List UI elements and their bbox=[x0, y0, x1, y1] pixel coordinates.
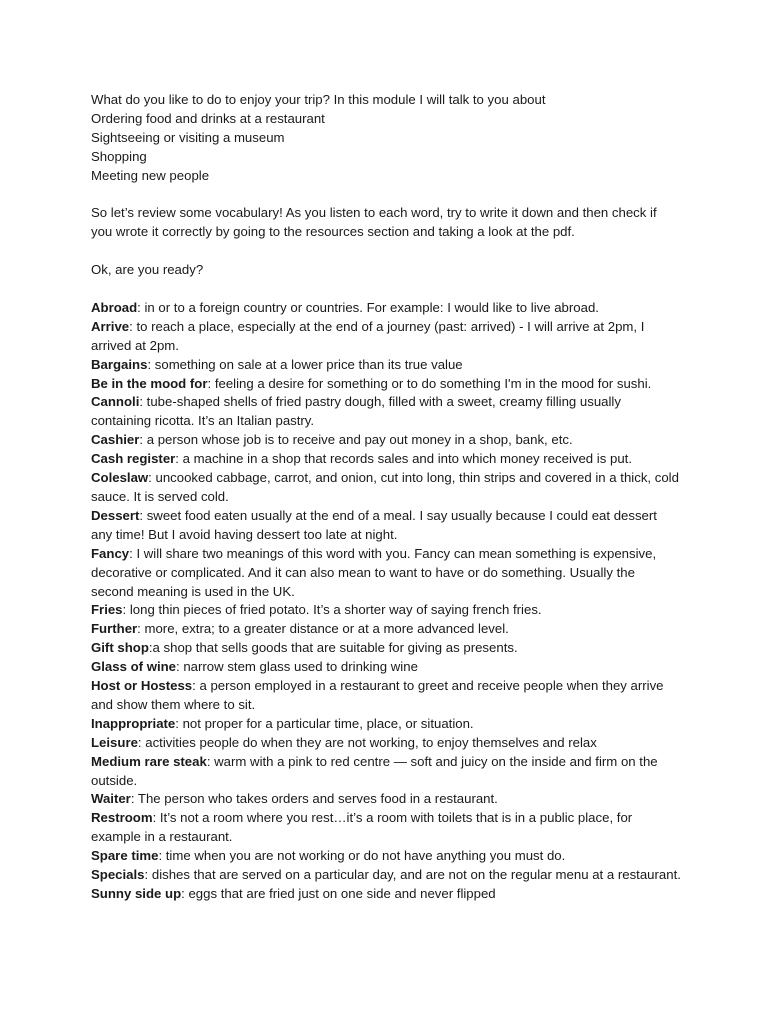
vocab-term: Further bbox=[91, 621, 138, 637]
vocab-definition: : dishes that are served on a particular day, and are not on the regular menu at a restaurant. bbox=[144, 867, 681, 883]
vocab-entry bbox=[91, 639, 681, 658]
topic-item-sightseeing: Sightseeing or visiting a museum bbox=[91, 129, 285, 145]
vocab-entry bbox=[91, 677, 681, 715]
vocab-term: Dessert bbox=[91, 507, 140, 523]
vocab-term: Abroad bbox=[91, 299, 138, 315]
topic-item-meeting: Meeting new people bbox=[91, 167, 210, 183]
vocab-term: Host or Hostess bbox=[91, 678, 193, 694]
vocab-entry bbox=[91, 356, 681, 375]
vocab-term: Waiter bbox=[91, 791, 131, 807]
spacer bbox=[91, 280, 681, 299]
vocab-definition: : eggs that are fried just on one side and never flipped bbox=[181, 886, 496, 902]
vocab-term: Be in the mood for bbox=[91, 375, 208, 391]
review-paragraph: So let’s review some vocabulary! As you listen to each word, try to write it down and then check if you wrote it correctly by going to the resources section and taking a look at the pdf. bbox=[91, 205, 657, 240]
vocab-definition: : in or to a foreign country or countries. For example: I would like to live abroad. bbox=[137, 299, 599, 315]
vocab-definition: : narrow stem glass used to drinking wine bbox=[176, 659, 418, 675]
vocab-definition: : a machine in a shop that records sales and into which money received is put. bbox=[175, 451, 632, 467]
vocab-entry bbox=[91, 715, 681, 734]
vocab-entry bbox=[91, 375, 681, 394]
vocab-term: Coleslaw bbox=[91, 470, 149, 486]
vocab-term: Leisure bbox=[91, 734, 138, 750]
vocab-entry bbox=[91, 545, 681, 602]
vocab-entry bbox=[91, 734, 681, 753]
vocab-entry bbox=[91, 431, 681, 450]
vocab-entry bbox=[91, 885, 681, 904]
vocab-definition: :a shop that sells goods that are suitable for giving as presents. bbox=[148, 640, 518, 656]
vocab-definition: : feeling a desire for something or to do something I'm in the mood for sushi. bbox=[207, 375, 652, 391]
vocab-entry bbox=[91, 809, 681, 847]
vocab-term: Bargains bbox=[91, 356, 148, 372]
vocab-definition: : not proper for a particular time, place, or situation. bbox=[175, 715, 474, 731]
vocab-definition: : It’s not a room where you rest…it’s a room with toilets that is in a public place, for example in a restaurant. bbox=[91, 810, 633, 845]
vocab-term: Spare time bbox=[91, 848, 159, 864]
vocab-term: Fries bbox=[91, 602, 123, 618]
vocab-definition: : to reach a place, especially at the end of a journey (past: arrived) - I will arrive at 2pm, I arrived at 2pm. bbox=[91, 318, 645, 353]
vocab-entry bbox=[91, 790, 681, 809]
topic-item-ordering: Ordering food and drinks at a restaurant bbox=[91, 110, 325, 126]
vocab-entry bbox=[91, 601, 681, 620]
vocab-term: Cashier bbox=[91, 432, 140, 448]
vocab-entry bbox=[91, 393, 681, 431]
spacer bbox=[91, 186, 681, 205]
vocab-term: Medium rare steak bbox=[91, 753, 207, 769]
vocab-term: Restroom bbox=[91, 810, 153, 826]
vocab-entry bbox=[91, 318, 681, 356]
vocab-entry bbox=[91, 299, 681, 318]
vocab-term: Sunny side up bbox=[91, 886, 182, 902]
vocab-definition: : The person who takes orders and serves food in a restaurant. bbox=[130, 791, 498, 807]
vocab-definition: : long thin pieces of fried potato. It’s a shorter way of saying french fries. bbox=[122, 602, 542, 618]
intro-line: What do you like to do to enjoy your trip? In this module I will talk to you about bbox=[91, 92, 546, 107]
vocab-definition: : a person whose job is to receive and pay out money in a shop, bank, etc. bbox=[139, 432, 573, 448]
topic-item-shopping: Shopping bbox=[91, 148, 147, 164]
vocab-definition: : time when you are not working or do not have anything you must do. bbox=[158, 848, 566, 864]
vocab-entry bbox=[91, 847, 681, 866]
spacer bbox=[91, 242, 681, 261]
vocab-definition: : a person employed in a restaurant to greet and receive people when they arrive and show them where to sit. bbox=[91, 678, 664, 712]
vocab-entry bbox=[91, 469, 681, 507]
vocab-term: Glass of wine bbox=[91, 659, 177, 675]
document-page bbox=[91, 91, 681, 904]
vocab-entry bbox=[91, 507, 681, 545]
vocab-definition: : more, extra; to a greater distance or at a more advanced level. bbox=[137, 621, 509, 637]
vocab-definition: : something on sale at a lower price than its true value bbox=[147, 356, 463, 372]
vocab-definition: : warm with a pink to red centre — soft and juicy on the inside and firm on the outside. bbox=[91, 753, 658, 788]
vocab-entry bbox=[91, 620, 681, 639]
vocab-term: Fancy bbox=[91, 545, 130, 561]
vocab-term: Cannoli bbox=[91, 394, 140, 410]
vocab-term: Arrive bbox=[91, 318, 130, 334]
vocab-term: Inappropriate bbox=[91, 715, 176, 731]
vocab-term: Gift shop bbox=[91, 640, 149, 656]
vocab-entry bbox=[91, 450, 681, 469]
vocabulary-list bbox=[91, 299, 681, 904]
vocab-definition: : activities people do when they are not working, to enjoy themselves and relax bbox=[137, 734, 597, 750]
vocab-entry bbox=[91, 658, 681, 677]
vocab-definition: : I will share two meanings of this word with you. Fancy can mean something is expensive, decorative or complicated. And it can also mean to want to have or do something. Usually the second meaning is used in the UK. bbox=[91, 545, 657, 599]
vocab-term: Specials bbox=[91, 867, 145, 883]
vocab-definition: : tube-shaped shells of fried pastry dough, filled with a sweet, creamy filling usually containing ricotta. It’s an Italian pastry. bbox=[91, 394, 621, 429]
vocab-entry bbox=[91, 753, 681, 791]
vocab-definition: : sweet food eaten usually at the end of a meal. I say usually because I could eat dessert any time! But I avoid having dessert too late at night. bbox=[91, 507, 657, 542]
vocab-entry bbox=[91, 866, 681, 885]
vocab-term: Cash register bbox=[91, 451, 176, 467]
ready-line: Ok, are you ready? bbox=[91, 262, 204, 278]
vocab-definition: : uncooked cabbage, carrot, and onion, cut into long, thin strips and covered in a thick, cold sauce. It is served cold. bbox=[91, 470, 679, 504]
